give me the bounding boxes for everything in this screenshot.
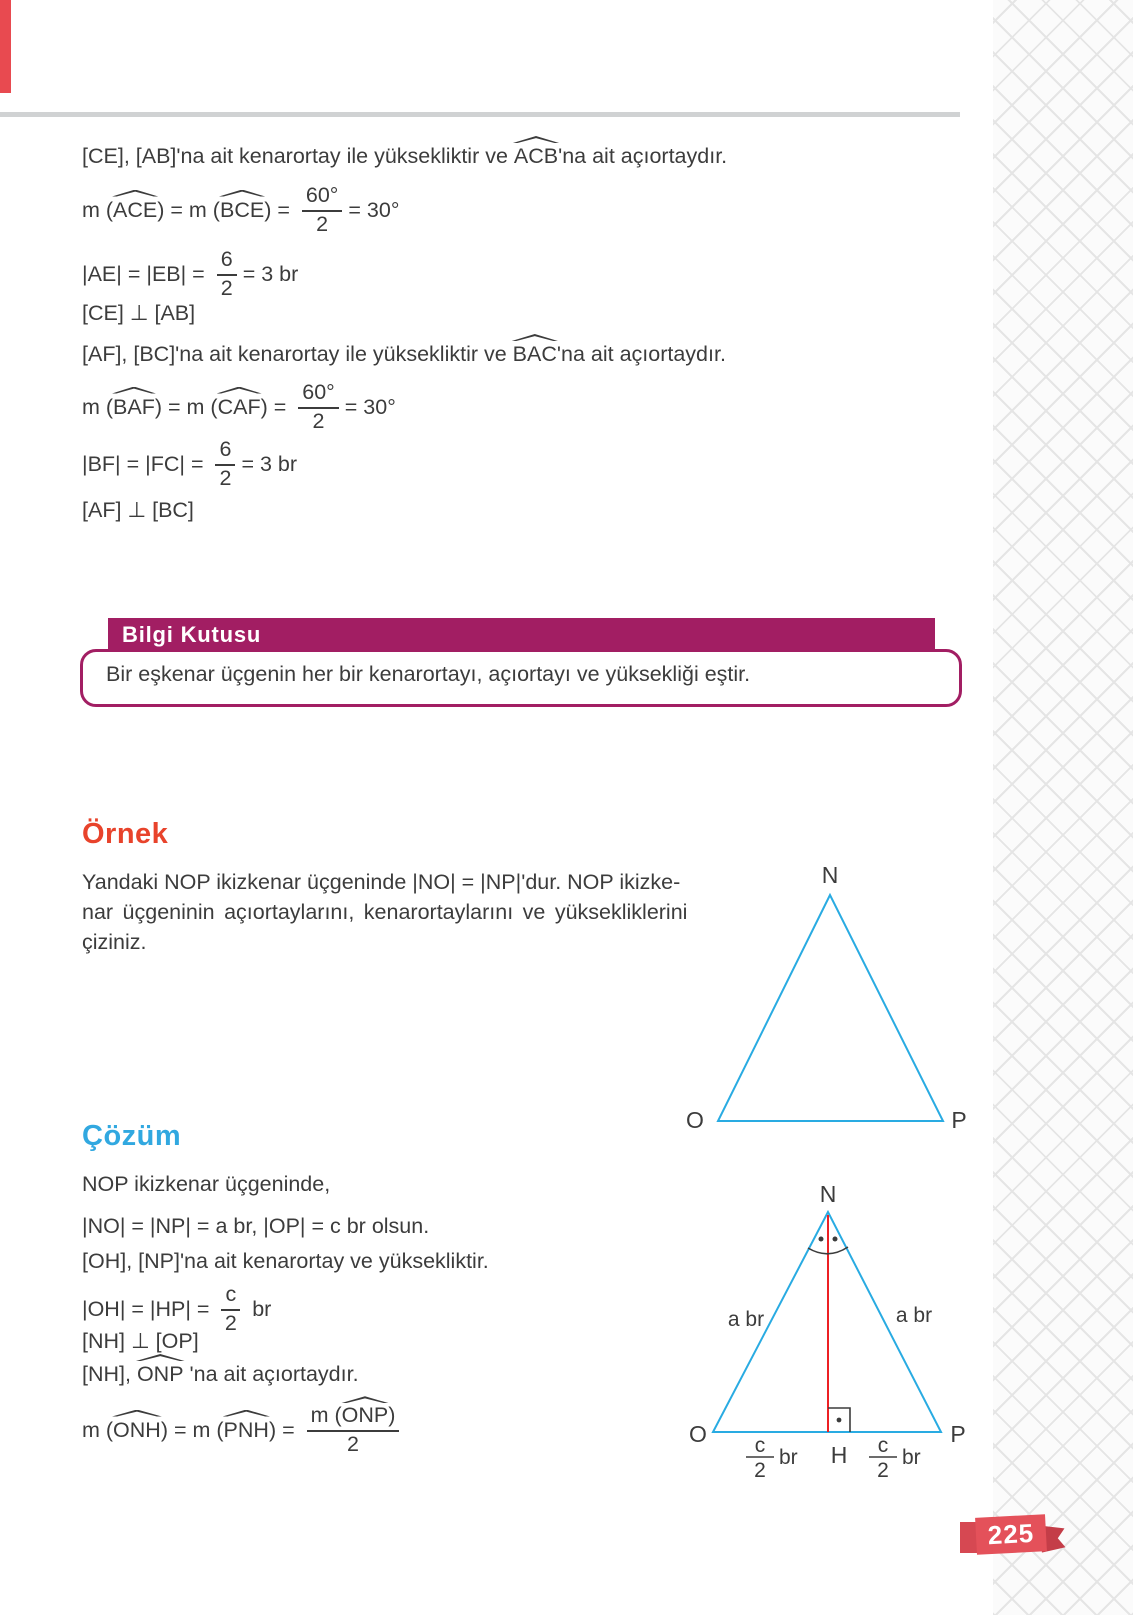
example-paragraph [82, 870, 688, 960]
formula-onh-pnh: m ( ONH ) = m ( PNH ) = $\frac{\text{m (ONP)}}{2}$ [82, 1402, 405, 1458]
angle-dot-left [819, 1237, 824, 1242]
perpendicular-nh-op: [NH] ⊥ [OP] [82, 1329, 199, 1353]
fraction: $\frac{6}{2}$ [217, 248, 237, 299]
angle-onh: ONH [113, 1417, 161, 1442]
statement-text: [CE], [AB]'na ait kenarortay ile yüksekliktir ve [82, 144, 514, 168]
red-corner-bar [0, 0, 11, 93]
info-box-title: Bilgi Kutusu [122, 622, 262, 647]
page-number-ribbon [955, 1512, 1073, 1558]
triangle-diagram-nop [650, 855, 980, 1145]
solution-line-2: |NO| = |NP| = a br, |OP| = c br olsun. [82, 1214, 430, 1238]
side-label-left: a br [727, 1308, 765, 1331]
solution-line-6: [NH], ONP 'na ait açıortaydır. [82, 1362, 359, 1386]
base-left-numerator: c [754, 1434, 766, 1457]
vertex-label-p: P [951, 1107, 967, 1133]
fraction: $\frac{c}{2}$ [221, 1283, 240, 1334]
statement-ce [82, 144, 727, 169]
solution-line-3: [OH], [NP]'na ait kenarortay ve yüksekliktir. [82, 1249, 489, 1273]
formula-ae-eb: |AE| = |EB| = $\frac{6}{2}$ = 3 br [82, 247, 299, 300]
angle-baf: BAF [113, 394, 155, 419]
formula-oh-hp: |OH| = |HP| = $\frac{c}{2}$ br [82, 1282, 272, 1335]
perpendicular-ce-ab: [CE] ⊥ [AB] [82, 301, 196, 325]
side-label-right: a br [895, 1304, 933, 1327]
solution-heading: Çözüm [82, 1120, 182, 1152]
fraction: $\frac{60^\circ}{2}$ [302, 184, 343, 235]
base-right-denominator: 2 [877, 1459, 889, 1482]
triangle-outline [718, 895, 943, 1121]
triangle-diagram-nop-solution [640, 1176, 980, 1486]
foot-label-h: H [830, 1442, 848, 1468]
formula-ace-bce: m ( ACE ) = m ( BCE ) = $\frac{60^\circ}{2}$ = 30° [82, 183, 400, 236]
example-line: çiziniz. [82, 930, 147, 954]
solution-line-1: NOP ikizkenar üçgeninde, [82, 1172, 331, 1196]
formula-baf-caf: m ( BAF ) = m ( CAF ) = $\frac{60^\circ}{2}$ = 30° [82, 380, 396, 433]
example-heading: Örnek [82, 818, 169, 850]
statement-af: [AF], [BC]'na ait kenarortay ile yüksekliktir ve BAC'na ait açıortaydır. [82, 342, 726, 366]
angle-acb: ACB [513, 144, 559, 168]
vertex-label-n: N [821, 862, 839, 888]
vertex-label-n: N [819, 1181, 837, 1207]
info-box-header [108, 618, 935, 652]
vertex-label-o: O [689, 1421, 707, 1447]
fraction: $\frac{60^\circ}{2}$ [298, 381, 339, 432]
example-line: Yandaki NOP ikizkenar üçgeninde |NO| = |NP|'dur. NOP ikizke- [82, 870, 681, 894]
statement-text: 'na ait açıortaydır. [558, 144, 728, 168]
perpendicular-af-bc: [AF] ⊥ [BC] [82, 498, 194, 522]
angle-bac: BAC [512, 342, 557, 366]
angle-dot-right [833, 1237, 838, 1242]
fraction: $\frac{\text{m (ONP)}}{2}$ [307, 1404, 400, 1455]
example-line: nar üçgeninin açıortaylarını, kenarortaylarını ve yüksekliklerini [82, 900, 688, 924]
angle-caf: CAF [217, 394, 261, 419]
right-angle-dot [837, 1418, 842, 1423]
fraction: $\frac{6}{2}$ [215, 438, 235, 489]
angle-pnh: PNH [223, 1417, 269, 1442]
angle-ace: ACE [113, 197, 158, 222]
base-left-denominator: 2 [754, 1459, 766, 1482]
base-left-unit: br [779, 1446, 798, 1469]
crosshatch-pattern-strip [993, 0, 1133, 1615]
vertex-label-p: P [950, 1421, 966, 1447]
info-box-body: Bir eşkenar üçgenin her bir kenarortayı, açıortayı ve yüksekliği eştir. [106, 662, 751, 686]
vertex-label-o: O [686, 1107, 704, 1133]
angle-onp: ONP [341, 1403, 389, 1428]
angle-onp: ONP [136, 1362, 184, 1386]
formula-bf-fc: |BF| = |FC| = $\frac{6}{2}$ = 3 br [82, 437, 298, 490]
header-divider-rule [0, 112, 960, 117]
base-right-unit: br [902, 1446, 921, 1469]
angle-bce: BCE [219, 197, 265, 222]
base-right-numerator: c [877, 1434, 889, 1457]
page-number: 225 [975, 1514, 1047, 1555]
